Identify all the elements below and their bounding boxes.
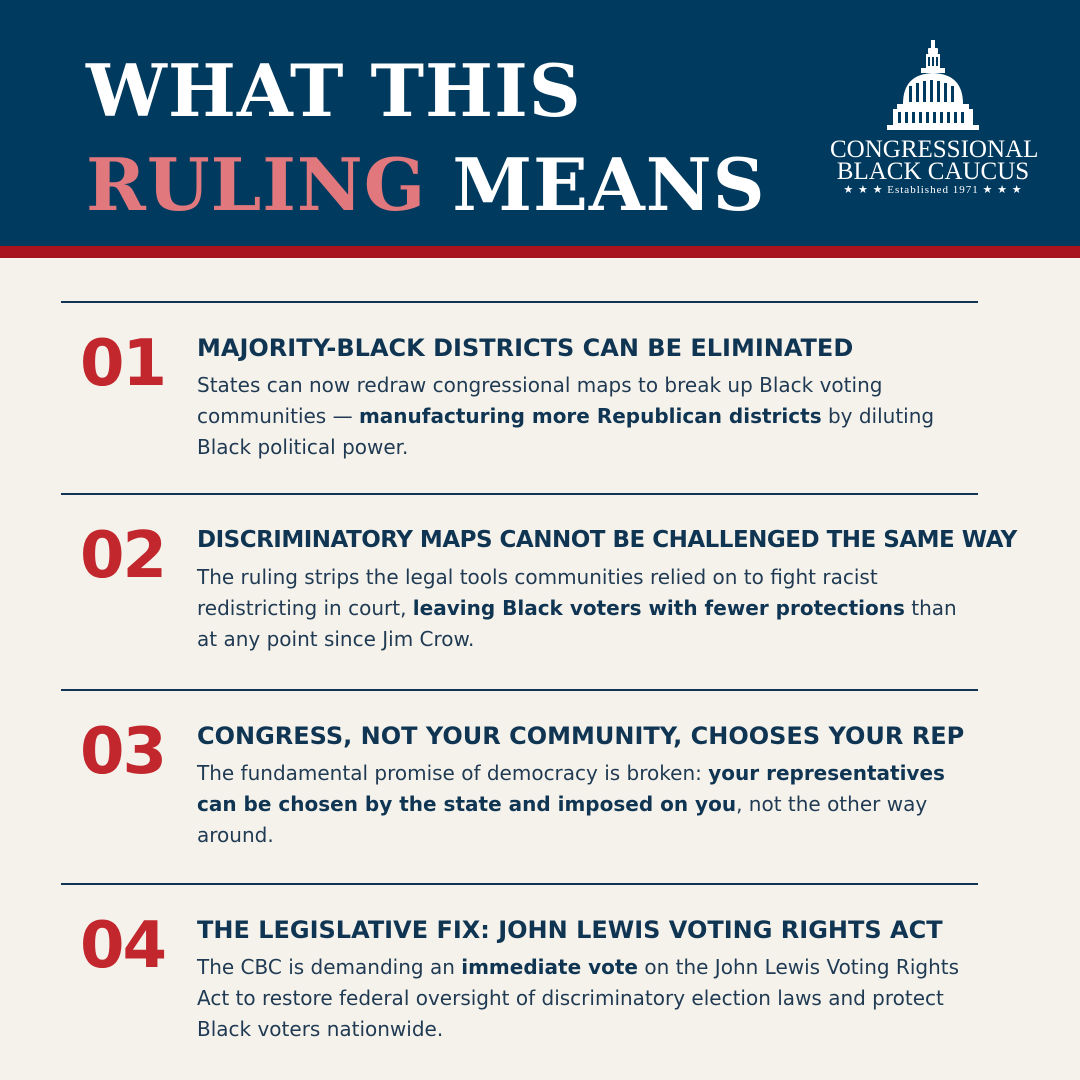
item-emphasis: manufacturing more Republican districts: [358, 404, 822, 428]
item-description: The ruling strips the legal tools communities relied on to fight racist redistricting in court, leaving Black voters with fewer protections than at any point since Jim Crow.: [197, 565, 957, 651]
item-description: The CBC is demanding an immediate vote on the John Lewis Voting Rights Act to restore federal oversight of discriminatory election laws and protect Black voters nationwide.: [197, 955, 960, 1041]
item-heading: THE LEGISLATIVE FIX: JOHN LEWIS VOTING RIGHTS ACT: [197, 916, 943, 944]
item-number: 01: [80, 327, 166, 401]
logo-text-line-1: CONGRESSIONAL: [830, 136, 1039, 163]
item-number: 03: [80, 715, 166, 789]
item-emphasis: immediate vote: [461, 955, 638, 979]
divider: [61, 689, 978, 691]
divider: [61, 301, 978, 303]
item-description: States can now redraw congressional maps to break up Black voting communities — manufacturing more Republican districts by diluting Black political power.: [197, 373, 935, 459]
cbc-logo: [830, 38, 1039, 198]
item-emphasis: leaving Black voters with fewer protections: [412, 596, 905, 620]
title-line-1: WHAT THIS: [86, 48, 582, 133]
logo-established: ★ ★ ★ Established 1971 ★ ★ ★: [843, 184, 1023, 196]
item-heading: DISCRIMINATORY MAPS CANNOT BE CHALLENGED THE SAME WAY: [197, 527, 1017, 553]
item-description: The fundamental promise of democracy is broken: your representatives can be chosen by the state and imposed on you, not the other way around.: [197, 761, 945, 847]
capitol-dome-icon: [883, 38, 983, 136]
title-rest-word: MEANS: [452, 142, 766, 227]
title-accent-word: RULING: [86, 142, 427, 227]
header-red-stripe: [0, 246, 1080, 258]
divider: [61, 493, 978, 495]
item-heading: CONGRESS, NOT YOUR COMMUNITY, CHOOSES YOUR REP: [197, 722, 965, 750]
page-title: [86, 44, 766, 232]
item-number: 04: [80, 909, 166, 983]
header-banner: [0, 0, 1080, 246]
item-heading: MAJORITY-BLACK DISTRICTS CAN BE ELIMINATED: [197, 334, 854, 362]
logo-text-line-2: BLACK CAUCUS: [836, 158, 1030, 185]
item-number: 02: [80, 519, 166, 593]
item-emphasis: your representatives can be chosen by the state and imposed on you: [197, 761, 945, 816]
divider: [61, 883, 978, 885]
